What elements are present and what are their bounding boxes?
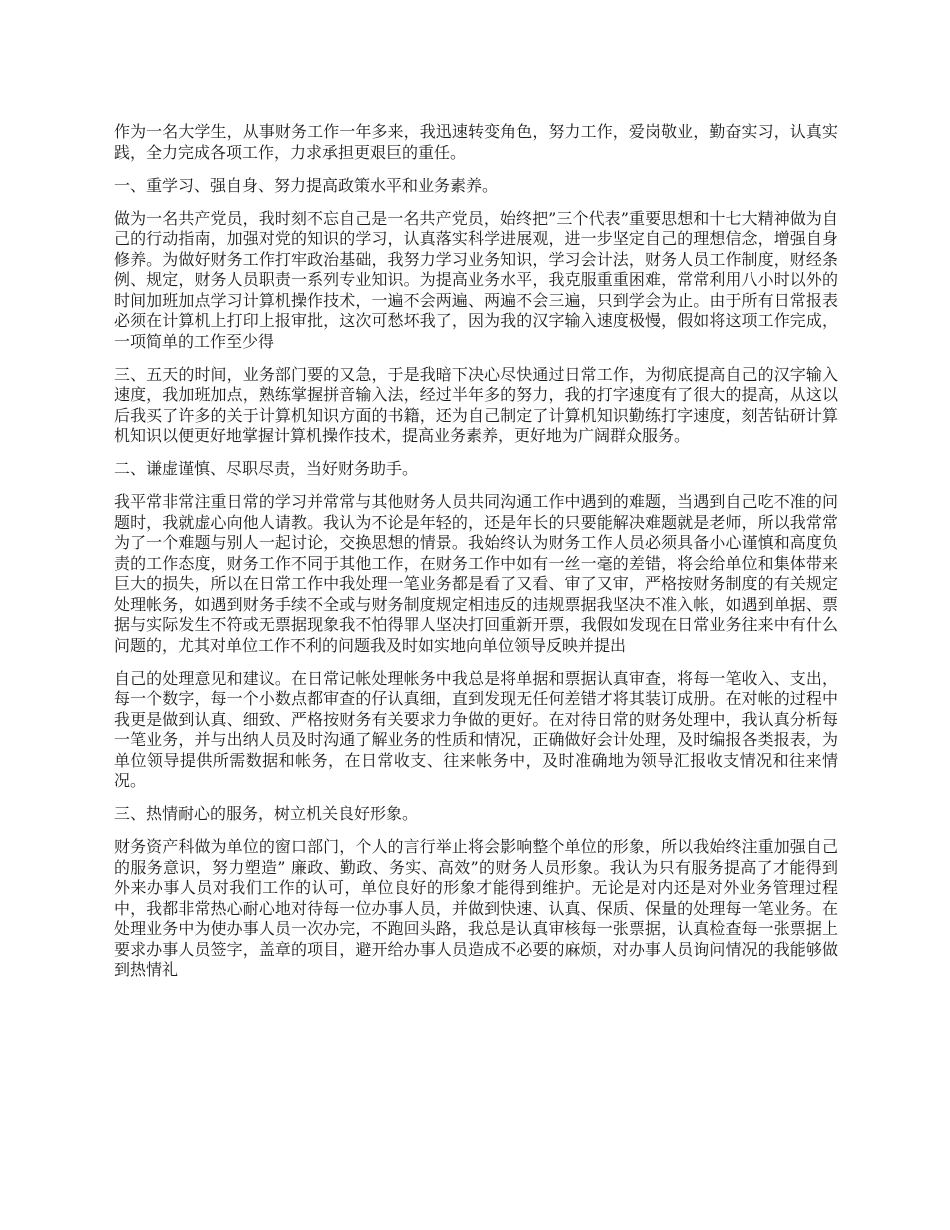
paragraph-typing: 三、五天的时间，业务部门要的又急，于是我暗下决心尽快通过日常工作，为彻底提高自己的汉字输入速度，我加班加点，熟练掌握拼音输入法，经过半年多的努力，我的打字速度有了很大的提高，从这以后我买了许多的关于计算机知识方面的书籍，还为自己制定了计算机知识勤练打字速度，刻苦钻研计算机知识以便更好地掌握计算机操作技术，提高业务素养，更好地为广阔群众服务。 <box>114 364 838 445</box>
paragraph-study: 做为一名共产党员，我时刻不忘自己是一名共产党员，始终把”三个代表”重要思想和十七大精神做为自己的行动指南，加强对党的知识的学习，认真落实科学进展观，进一步坚定自己的理想信念，增强自身修养。为做好财务工作打牢政治基础，我努力学习业务知识，学习会计法，财务人员工作制度，财经条例、规定，财务人员职责一系列专业知识。为提高业务水平，我克服重重困难，常常利用八小时以外的时间加班加点学习计算机操作技术，一遍不会两遍、两遍不会三遍，只到学会为止。由于所有日常报表必须在计算机上打印上报审批，这次可愁坏我了，因为我的汉字输入速度极慢，假如将这项工作完成，一项简单的工作至少得 <box>114 208 838 351</box>
section-heading-1: 一、重学习、强自身、努力提高政策水平和业务素养。 <box>114 175 499 195</box>
paragraph-diligence: 我平常非常注重日常的学习并常常与其他财务人员共同沟通工作中遇到的难题，当遇到自己吃不准的问题时，我就虚心向他人请教。我认为不论是年轻的，还是年长的只要能解决难题就是老师，所以我常常为了一个难题与别人一起讨论，交换思想的情景。我始终认为财务工作人员必须具备小心谨慎和高度负责的工作态度，财务工作不同于其他工作，在财务工作中如有一丝一毫的差错，将会给单位和集体带来巨大的损失，所以在日常工作中我处理一笔业务都是看了又看、审了又审，严格按财务制度的有关规定处理帐务，如遇到财务手续不全或与财务制度规定相违反的违规票据我坚决不准入帐，如遇到单据、票据与实际发生不符或无票据现象我不怕得罪人坚决打回重新开票，我假如发现在日常业务往来中有什么问题的，尤其对单位工作不利的问题我及时如实地向单位领导反映并提出 <box>114 492 838 655</box>
section-heading-3: 三、热情耐心的服务，树立机关良好形象。 <box>114 804 419 823</box>
section-heading-2: 二、谦虚谨慎、尽职尽责，当好财务助手。 <box>114 459 419 478</box>
paragraph-service: 财务资产科做为单位的窗口部门，个人的言行举止将会影响整个单位的形象，所以我始终注重加强自己的服务意识，努力塑造” 廉政、勤政、务实、高效”的财务人员形象。我认为只有服务提高了才能得到外来办事人员对我们工作的认可，单位良好的形象才能得到维护。无论是对内还是对外业务管理过程中，我都非常热心耐心地对待每一位办事人员，并做到快速、认真、保质、保量的处理每一笔业务。在处理业务中为使办事人员一次办完，不跑回头路，我总是认真审核每一张票据，认真检查每一张票据上要求办事人员签字，盖章的项目，避开给办事人员造成不必要的麻烦，对办事人员询问情况的我能够做到热情礼 <box>114 837 838 979</box>
paragraph-intro: 作为一名大学生，从事财务工作一年多来，我迅速转变角色，努力工作，爱岗敬业，勤奋实习，认真实践，全力完成各项工作，力求承担更艰巨的重任。 <box>114 122 838 162</box>
document-body <box>114 122 838 993</box>
paragraph-accounting: 自己的处理意见和建议。在日常记帐处理帐务中我总是将单据和票据认真审查，将每一笔收入、支出，每一个数字，每一个小数点都审查的仔认真细，直到发现无任何差错才将其装订成册。在对帐的过程中我更是做到认真、细致、严格按财务有关要求力争做的更好。在对待日常的财务处理中，我认真分析每一笔业务，并与出纳人员及时沟通了解业务的性质和情况，正确做好会计处理，及时编报各类报表，为单位领导提供所需数据和帐务，在日常收支、往来帐务中，及时准确地为领导汇报收支情况和往来情况。 <box>114 668 838 790</box>
